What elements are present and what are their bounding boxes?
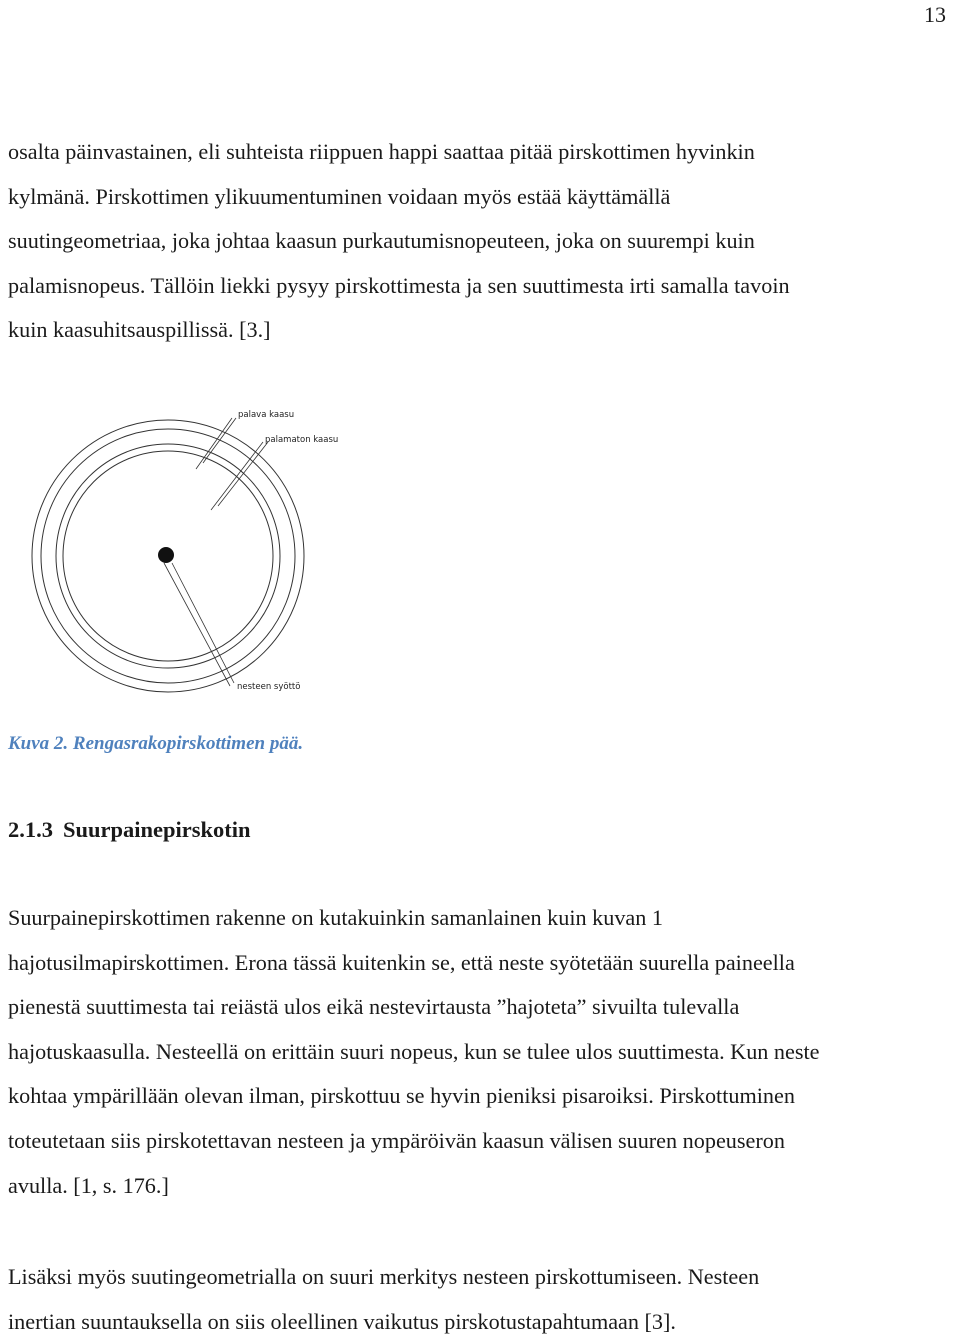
ring-slit-nozzle-figure — [28, 400, 348, 700]
liquid-orifice — [158, 547, 174, 563]
leader-line-unburnt-gas — [211, 442, 263, 510]
text-line: kuin kaasuhitsauspillissä. [3.] — [8, 317, 271, 343]
text-line: palamisnopeus. Tällöin liekki pysyy pirskottimesta ja sen suuttimesta irti samalla tavoin — [8, 272, 790, 298]
paragraph-geometry — [8, 1255, 948, 1344]
text-line: pienestä suuttimesta tai reiästä ulos eikä nestevirtausta ”hajoteta” sivuilta tulevalla — [8, 994, 740, 1020]
text-line: hajotuskaasulla. Nesteellä on erittäin suuri nopeus, kun se tulee ulos suuttimesta. Kun neste — [8, 1038, 820, 1064]
text-line: hajotusilmapirskottimen. Erona tässä kuitenkin se, että neste syötetään suurella paineella — [8, 949, 795, 975]
section-heading — [8, 815, 251, 845]
text-line: Lisäksi myös suutingeometrialla on suuri merkitys nesteen pirskottumiseen. Nesteen — [8, 1264, 760, 1289]
label-burning-gas: palava kaasu — [238, 410, 295, 420]
text-line: Suurpainepirskottimen rakenne on kutakuinkin samanlainen kuin kuvan 1 — [8, 905, 664, 930]
leader-line-liquid-feed — [172, 563, 234, 683]
text-line: osalta päinvastainen, eli suhteista riippuen happi saattaa pitää pirskottimen hyvinkin — [8, 139, 755, 164]
text-line: kohtaa ympärillään olevan ilman, pirskottuu se hyvin pieniksi pisaroiksi. Pirskottuminen — [8, 1083, 795, 1109]
text-line: suutingeometriaa, joka johtaa kaasun purkautumisnopeuteen, joka on suurempi kuin — [8, 228, 755, 254]
text-line: kylmänä. Pirskottimen ylikuumentuminen voidaan myös estää käyttämällä — [8, 183, 671, 209]
label-liquid-feed: nesteen syöttö — [237, 682, 301, 692]
text-line: avulla. [1, s. 176.] — [8, 1172, 169, 1198]
label-unburnt-gas: palamaton kaasu — [265, 435, 339, 445]
paragraph-intro — [8, 130, 948, 353]
section-number: 2.1.3 — [8, 817, 53, 842]
paragraph-high-pressure — [8, 896, 948, 1208]
text-line: inertian suuntauksella on siis oleellinen vaikutus pirskotustapahtumaan [3]. — [8, 1308, 676, 1334]
section-title: Suurpainepirskotin — [63, 817, 251, 842]
nozzle-diagram — [28, 400, 348, 700]
page-number: 13 — [924, 2, 946, 27]
figure-caption: Kuva 2. Rengasrakopirskottimen pää. — [8, 733, 304, 754]
text-line: toteutetaan siis pirskotettavan nesteen ja ympäröivän kaasun välisen suuren nopeuseron — [8, 1127, 785, 1153]
